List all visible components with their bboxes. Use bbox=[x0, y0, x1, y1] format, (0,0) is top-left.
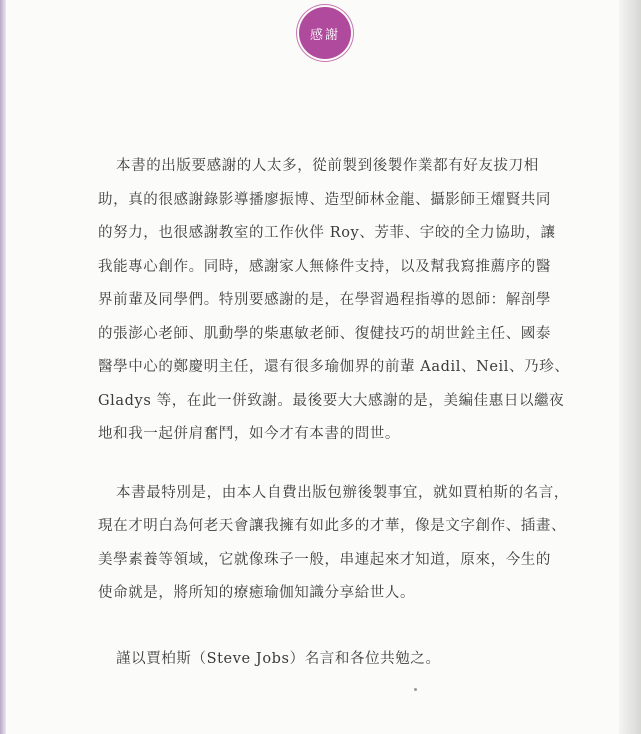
text-line: 本書的出版要感謝的人太多，從前製到後製作業都有好友拔刀相 bbox=[116, 158, 539, 174]
page-edge-left bbox=[0, 0, 6, 734]
text-line: 助，真的很感謝錄影導播廖振博、造型師林金龍、攝影師王燿賢共同 bbox=[98, 191, 551, 208]
page-body bbox=[98, 150, 568, 676]
page-edge-right bbox=[619, 0, 641, 734]
text-line: 使命就是，將所知的療癒瑜伽知識分享給世人。 bbox=[98, 585, 416, 601]
text-line: 界前輩及同學們。特別要感謝的是，在學習過程指導的恩師：解剖學 bbox=[98, 292, 551, 308]
closing-line: 謹以賈柏斯（Steve Jobs）名言和各位共勉之。 bbox=[116, 650, 441, 667]
section-title: 感謝 bbox=[309, 27, 340, 43]
text-line: 地和我一起併肩奮鬥，如今才有本書的問世。 bbox=[98, 426, 400, 442]
text-line: 我能專心創作。同時，感謝家人無條件支持，以及幫我寫推薦序的醫 bbox=[98, 258, 551, 275]
text-line: 的張澎心老師、肌動學的柴惠敏老師、復健技巧的胡世銓主任、國泰 bbox=[98, 325, 551, 342]
acknowledgement-paragraph-2 bbox=[98, 477, 568, 611]
text-line: 醫學中心的鄭慶明主任，還有很多瑜伽界的前輩 Aadil、Neil、乃珍、 bbox=[98, 359, 570, 375]
paper-speck bbox=[414, 688, 417, 691]
acknowledgement-paragraph-1 bbox=[98, 150, 568, 452]
text-line: 美學素養等領域，它就像珠子一般，串連起來才知道，原來，今生的 bbox=[98, 551, 551, 568]
text-line: Gladys 等，在此一併致謝。最後要大大感謝的是，美編佳惠日以繼夜 bbox=[98, 392, 565, 409]
section-badge bbox=[299, 7, 351, 59]
text-line: 現在才明白為何老天會讓我擁有如此多的才華，像是文字創作、插畫、 bbox=[98, 518, 567, 534]
text-line: 本書最特別是，由本人自費出版包辦後製事宜，就如賈柏斯的名言， bbox=[116, 484, 569, 501]
text-line: 的努力，也很感謝教室的工作伙伴 Roy、芳菲、宇皎的全力協助，讓 bbox=[98, 225, 556, 241]
